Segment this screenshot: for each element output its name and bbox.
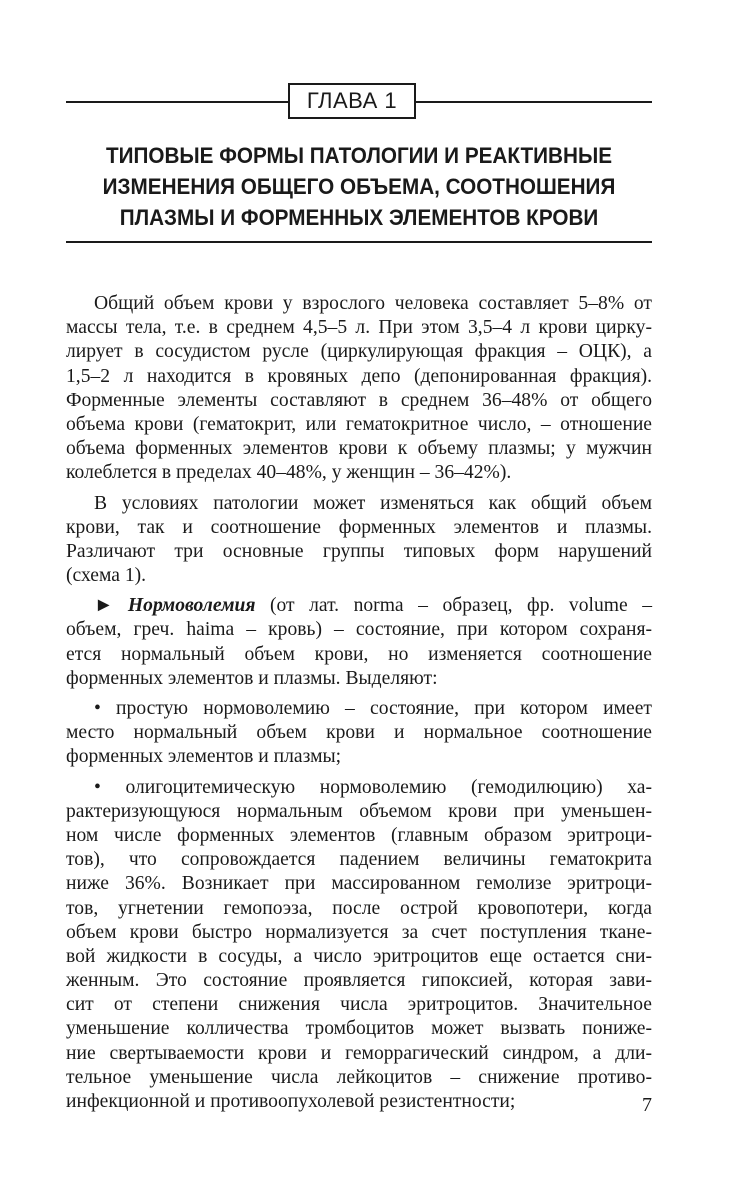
text-line: (схема 1).: [66, 565, 147, 587]
text-line: Различают три основные группы типовых форм нарушений: [66, 540, 652, 562]
text-line: лирует в сосудистом русле (циркулирующая фракция – ОЦК), а: [66, 341, 652, 363]
text-line: ниже 36%. Возникает при массированном гемолизе эритроци-: [66, 873, 652, 895]
chapter-title: [89, 140, 628, 233]
text-line: • олигоцитемическую нормоволемию (гемодилюцию) ха-: [94, 776, 652, 798]
chapter-label: ГЛАВА 1: [288, 83, 416, 119]
text-line: объем крови быстро нормализуется за счет поступления ткане-: [66, 921, 652, 943]
term-normovolemia: Нормоволемия: [127, 595, 256, 617]
text-line: тов), что сопровождается падением величины гематокрита: [66, 849, 652, 871]
text-line: ном числе форменных элементов (главным образом эритроци-: [66, 824, 652, 846]
triangle-marker-icon: ►: [94, 595, 114, 617]
text-line: форменных элементов и плазмы. Выделяют:: [66, 667, 438, 689]
chapter-title-line: ПЛАЗМЫ И ФОРМЕННЫХ ЭЛЕМЕНТОВ КРОВИ: [119, 205, 599, 230]
text-line: ние свертываемости крови и геморрагический синдром, а дли-: [66, 1042, 652, 1064]
text-line: уменьшение колличества тромбоцитов может вызвать пониже-: [66, 1018, 652, 1040]
text-line: 1,5–2 л находится в кровяных депо (депонированная фракция).: [66, 365, 652, 387]
text-line: колеблется в пределах 40–48%, у женщин – 36–42%).: [66, 462, 512, 484]
chapter-title-line: ТИПОВЫЕ ФОРМЫ ПАТОЛОГИИ И РЕАКТИВНЫЕ: [105, 143, 613, 168]
text-line: массы тела, т.е. в среднем 4,5–5 л. При этом 3,5–4 л крови цирку-: [66, 317, 652, 339]
text-line: вой жидкости в сосуды, а число эритроцитов еще остается сни-: [66, 945, 652, 967]
text-line: рактеризующуюся нормальным объемом крови при уменьшен-: [66, 800, 652, 822]
chapter-title-line: ИЗМЕНЕНИЯ ОБЩЕГО ОБЪЕМА, СООТНОШЕНИЯ: [102, 174, 616, 199]
body-text: [66, 292, 652, 1114]
text-line-term: [66, 594, 652, 618]
text-line: крови, так и соотношение форменных элементов и плазмы.: [66, 516, 652, 538]
text-line: объем, греч. haima – кровь) – состояние, при котором сохраня-: [66, 619, 652, 641]
chapter-header: [66, 83, 652, 121]
text-line: сит от степени снижения числа эритроцитов. Значительное: [66, 994, 652, 1016]
chapter-rule-left: [66, 101, 288, 103]
text-line: ется нормальный объем крови, но изменяется соотношение: [66, 643, 652, 665]
text-line: инфекционной и противоопухолевой резистентности;: [66, 1091, 516, 1112]
text-line: объема крови (гематокрит, или гематокритное число, – отношение: [66, 413, 652, 435]
text-line: объема форменных элементов крови к объему плазмы; у мужчин: [66, 438, 652, 460]
title-divider: [66, 241, 652, 243]
term-etymology: (от лат. norma – образец, фр. volume –: [255, 595, 652, 617]
page-number: 7: [642, 1094, 652, 1116]
text-line: женным. Это состояние проявляется гипоксией, которая зави-: [66, 970, 652, 992]
text-line: тов, угнетении гемопоэза, после острой кровопотери, когда: [66, 897, 652, 919]
chapter-rule-right: [416, 101, 652, 103]
text-line: В условиях патологии может изменяться как общий объем: [94, 492, 652, 514]
text-line: Форменные элементы составляют в среднем 36–48% от общего: [66, 389, 652, 411]
text-line: место нормальный объем крови и нормальное соотношение: [66, 722, 652, 744]
text-line: • простую нормоволемию – состояние, при котором имеет: [94, 698, 652, 719]
text-line: Общий объем крови у взрослого человека составляет 5–8% от: [94, 293, 652, 314]
text-line: форменных элементов и плазмы;: [66, 746, 342, 768]
text-line: тельное уменьшение числа лейкоцитов – снижение противо-: [66, 1066, 652, 1088]
